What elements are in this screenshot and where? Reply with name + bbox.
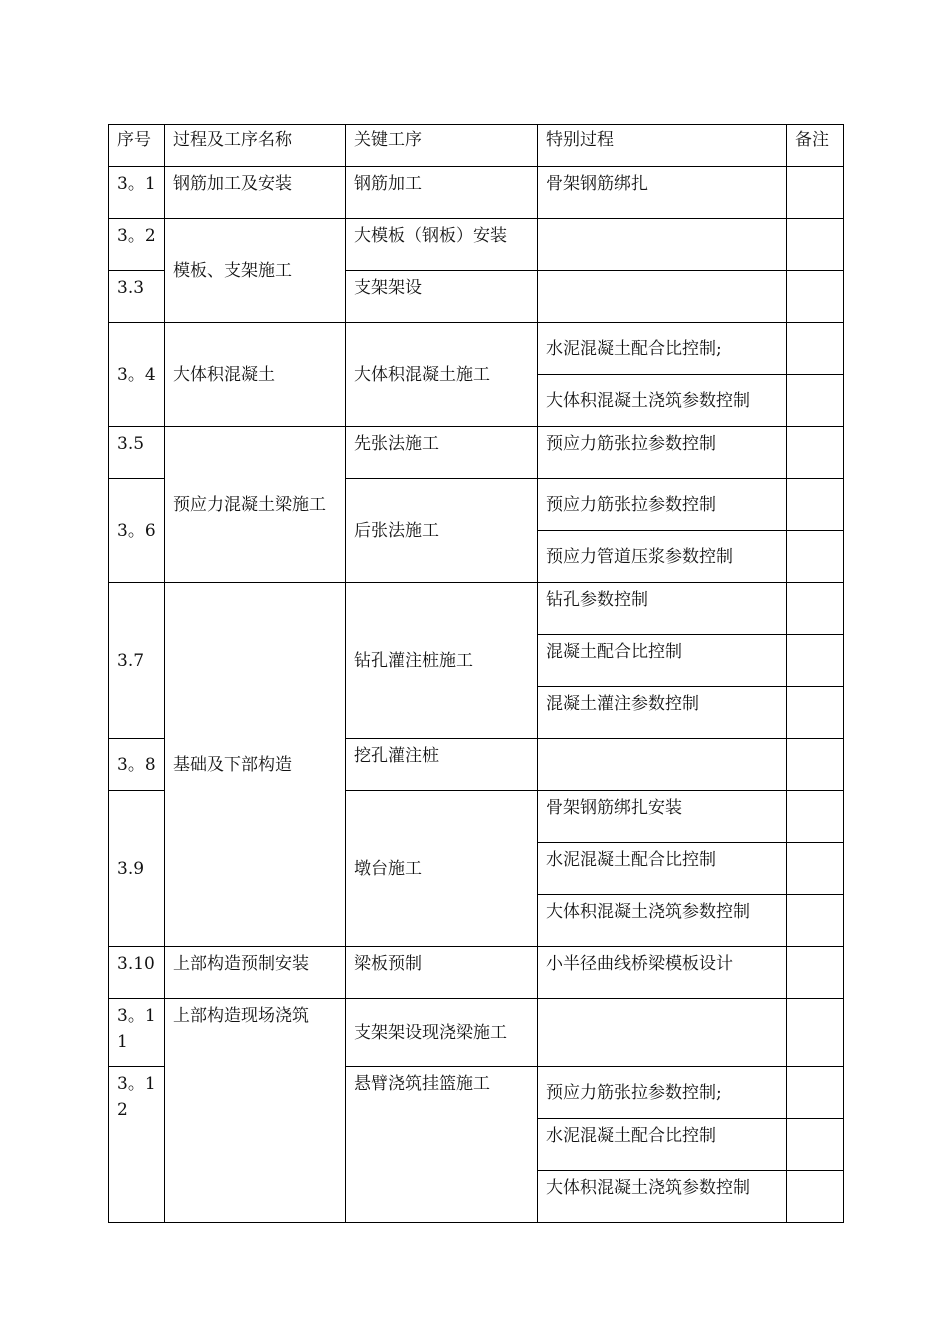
special-process-cell <box>538 219 787 271</box>
special-process-cell: 小半径曲线桥梁模板设计 <box>538 947 787 999</box>
table-row <box>109 167 844 219</box>
key-step-cell: 先张法施工 <box>346 427 538 479</box>
special-process-cell <box>538 999 787 1067</box>
table-row <box>109 947 844 999</box>
remarks-cell <box>787 1119 844 1171</box>
remarks-cell <box>787 323 844 375</box>
special-process-cell: 水泥混凝土配合比控制 <box>538 1119 787 1171</box>
key-step-cell: 支架架设现浇梁施工 <box>346 999 538 1067</box>
special-process-cell: 骨架钢筋绑扎安装 <box>538 791 787 843</box>
key-step-cell: 大模板（钢板）安装 <box>346 219 538 271</box>
process-table <box>108 124 844 1223</box>
special-process-cell: 骨架钢筋绑扎 <box>538 167 787 219</box>
key-step-cell: 支架架设 <box>346 271 538 323</box>
process-cell: 钢筋加工及安装 <box>165 167 346 219</box>
remarks-cell <box>787 791 844 843</box>
remarks-cell <box>787 219 844 271</box>
remarks-cell <box>787 739 844 791</box>
remarks-cell <box>787 843 844 895</box>
remarks-cell <box>787 687 844 739</box>
table-row <box>109 219 844 271</box>
table-row <box>109 427 844 479</box>
remarks-cell <box>787 635 844 687</box>
process-cell: 基础及下部构造 <box>165 583 346 947</box>
seq-cell: 3。8 <box>109 739 165 791</box>
seq-cell: 3.9 <box>109 791 165 947</box>
seq-cell: 3。6 <box>109 479 165 583</box>
remarks-cell <box>787 947 844 999</box>
key-step-cell: 挖孔灌注桩 <box>346 739 538 791</box>
seq-cell: 3.5 <box>109 427 165 479</box>
key-step-cell: 大体积混凝土施工 <box>346 323 538 427</box>
special-process-cell: 大体积混凝土浇筑参数控制 <box>538 895 787 947</box>
remarks-cell <box>787 167 844 219</box>
table-row <box>109 583 844 635</box>
process-cell: 大体积混凝土 <box>165 323 346 427</box>
table-row <box>109 323 844 375</box>
header-key-step: 关键工序 <box>346 125 538 167</box>
seq-cell: 3。11 <box>109 999 165 1067</box>
seq-cell: 3.3 <box>109 271 165 323</box>
special-process-cell: 大体积混凝土浇筑参数控制 <box>538 375 787 427</box>
table-header-row <box>109 125 844 167</box>
header-seq: 序号 <box>109 125 165 167</box>
special-process-cell: 预应力筋张拉参数控制; <box>538 1067 787 1119</box>
remarks-cell <box>787 583 844 635</box>
seq-cell: 3。4 <box>109 323 165 427</box>
seq-cell: 3.10 <box>109 947 165 999</box>
key-step-cell: 后张法施工 <box>346 479 538 583</box>
special-process-cell <box>538 271 787 323</box>
special-process-cell: 钻孔参数控制 <box>538 583 787 635</box>
process-cell: 模板、支架施工 <box>165 219 346 323</box>
header-process: 过程及工序名称 <box>165 125 346 167</box>
process-cell: 预应力混凝土梁施工 <box>165 427 346 583</box>
header-remarks: 备注 <box>787 125 844 167</box>
key-step-cell: 梁板预制 <box>346 947 538 999</box>
seq-cell: 3.7 <box>109 583 165 739</box>
remarks-cell <box>787 271 844 323</box>
remarks-cell <box>787 895 844 947</box>
special-process-cell <box>538 739 787 791</box>
special-process-cell: 大体积混凝土浇筑参数控制 <box>538 1171 787 1223</box>
special-process-cell: 水泥混凝土配合比控制; <box>538 323 787 375</box>
remarks-cell <box>787 1171 844 1223</box>
seq-cell: 3。2 <box>109 219 165 271</box>
key-step-cell: 悬臂浇筑挂篮施工 <box>346 1067 538 1223</box>
seq-cell: 3。1 <box>109 167 165 219</box>
key-step-cell: 墩台施工 <box>346 791 538 947</box>
header-special-process: 特别过程 <box>538 125 787 167</box>
process-cell: 上部构造现场浇筑 <box>165 999 346 1223</box>
key-step-cell: 钢筋加工 <box>346 167 538 219</box>
process-cell: 上部构造预制安装 <box>165 947 346 999</box>
remarks-cell <box>787 999 844 1067</box>
special-process-cell: 混凝土灌注参数控制 <box>538 687 787 739</box>
special-process-cell: 混凝土配合比控制 <box>538 635 787 687</box>
seq-cell: 3。12 <box>109 1067 165 1223</box>
special-process-cell: 水泥混凝土配合比控制 <box>538 843 787 895</box>
remarks-cell <box>787 531 844 583</box>
table-row <box>109 999 844 1067</box>
special-process-cell: 预应力筋张拉参数控制 <box>538 427 787 479</box>
remarks-cell <box>787 375 844 427</box>
special-process-cell: 预应力筋张拉参数控制 <box>538 479 787 531</box>
remarks-cell <box>787 479 844 531</box>
remarks-cell <box>787 1067 844 1119</box>
remarks-cell <box>787 427 844 479</box>
special-process-cell: 预应力管道压浆参数控制 <box>538 531 787 583</box>
key-step-cell: 钻孔灌注桩施工 <box>346 583 538 739</box>
